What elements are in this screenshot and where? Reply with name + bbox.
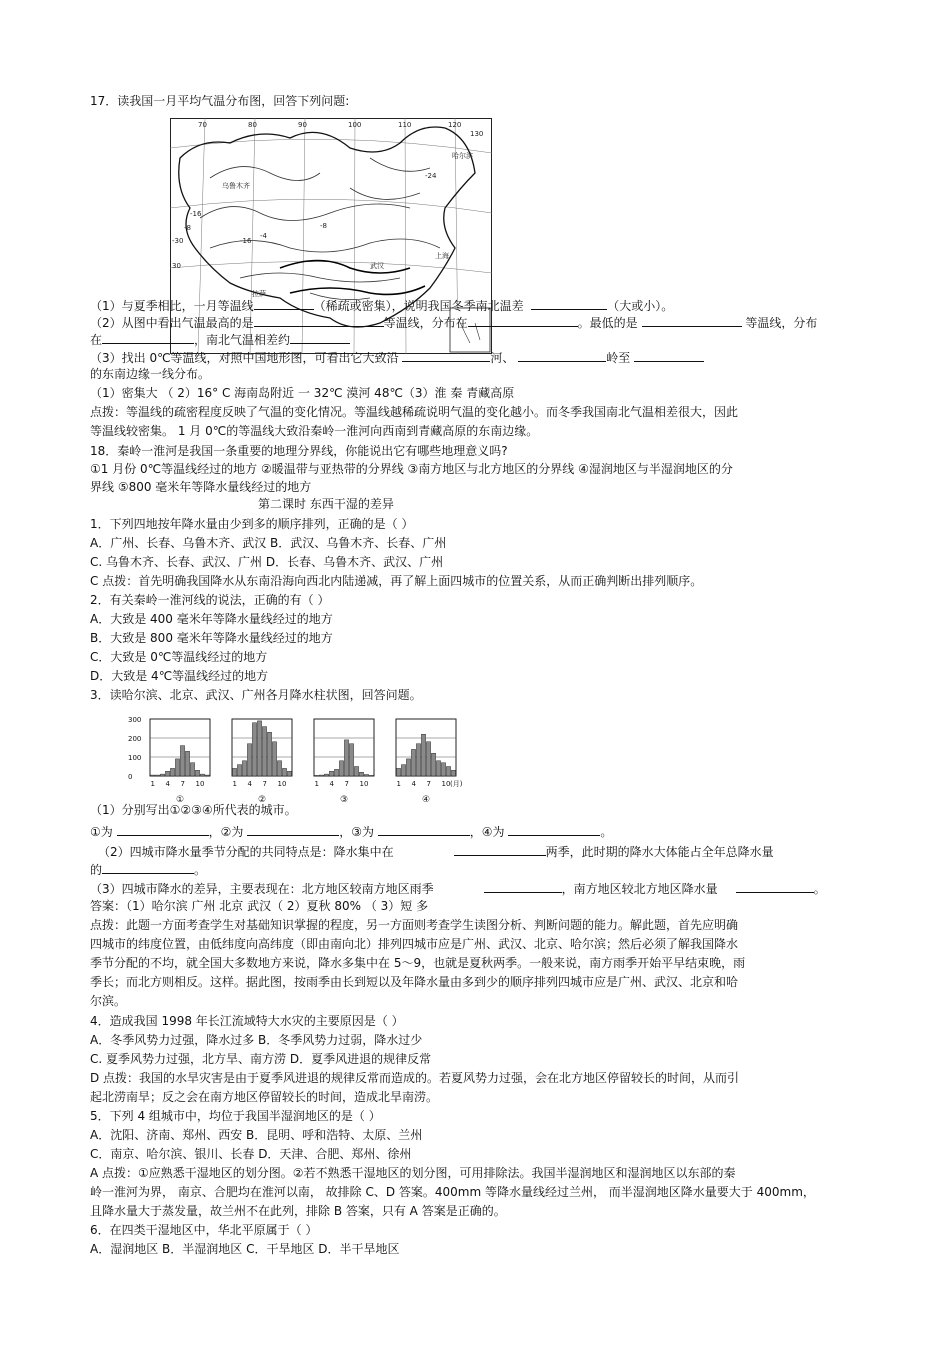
q18-answer-1: ①1 月份 0℃等温线经过的地方 ②暖温带与亚热带的分界线 ③南方地区与北方地区的分界线 ④湿润地区与半湿润地区的分	[90, 462, 733, 476]
q18-answer-2: 界线 ⑤800 毫米年等降水量线经过的地方	[90, 480, 312, 494]
blank-17-2b[interactable]	[468, 313, 578, 327]
p3-question: 3．读哈尔滨、北京、武汉、广州各月降水柱状图，回答问题。	[90, 688, 422, 702]
bar-panel4-month7	[426, 742, 430, 776]
bar-panel1-month9	[190, 763, 194, 776]
blank-p3-6[interactable]	[102, 860, 194, 874]
x-tick-label-1: 1	[396, 780, 401, 788]
bar-panel4-month6	[421, 734, 425, 776]
bar-panel3-month8	[349, 744, 353, 776]
bar-panel3-month3	[324, 774, 328, 776]
map-label-minus8-a: -8	[184, 224, 191, 232]
blank-p3-2[interactable]	[247, 822, 339, 836]
map-label-80: 80	[248, 121, 257, 129]
blank-17-2c[interactable]	[642, 313, 742, 327]
q17-tip-1: 点拨：等温线的疏密程度反映了气温的变化情况。等温线越稀疏说明气温的变化越小。而冬季我国南北气温相差很大，因此	[90, 405, 739, 419]
map-label-100: 100	[348, 121, 362, 129]
bar-panel3-month6	[339, 761, 343, 776]
map-label-wuhan: 武汉	[370, 262, 384, 270]
bar-panel3-month1	[314, 775, 318, 776]
bar-panel2-month5	[252, 723, 256, 776]
p2-option-b: B．大致是 800 毫米年等降水量线经过的地方	[90, 631, 333, 645]
p4-options-ab: A．冬季风势力过强，降水过多 B．冬季风势力过弱，降水过少	[90, 1033, 423, 1047]
p6-options: A．湿润地区 B．半湿润地区 C．干旱地区 D．半干旱地区	[90, 1242, 400, 1256]
blank-p3-4[interactable]	[508, 822, 600, 836]
x-tick-label-7: 7	[426, 780, 431, 788]
bar-panel4-month9	[436, 761, 440, 776]
blank-p3-1[interactable]	[117, 822, 209, 836]
p5-tip-3: 且降水量大于蒸发量，故兰州不在此列，排除 B 答案，只有 A 答案是正确的。	[90, 1204, 506, 1218]
bar-panel4-month3	[406, 759, 410, 776]
x-unit-label: (月)	[450, 780, 463, 788]
blank-p3-5[interactable]	[454, 842, 546, 856]
x-tick-label-7: 7	[344, 780, 349, 788]
bar-panel4-month5	[416, 744, 420, 776]
p3-tip-4: 季长；而北方则相反。这样。据此图，按雨季由长到短以及年降水量由多到少的顺序排列四城市应是广州、武汉、北京和哈	[90, 975, 739, 989]
q17-part2: （2）从图中看出气温最高的是 等温线，分布在 。最低的是 等温线，分布	[90, 313, 817, 332]
bar-panel2-month9	[272, 742, 276, 776]
x-tick-label-4: 4	[411, 780, 416, 788]
blank-17-1a[interactable]	[254, 296, 314, 310]
x-tick-label-4: 4	[165, 780, 170, 788]
bar-panel2-month7	[262, 727, 266, 776]
bar-panel3-month10	[359, 772, 363, 776]
bar-panel1-month10	[195, 770, 199, 776]
p5-question: 5．下列 4 组城市中，均位于我国半湿润地区的是（ ）	[90, 1109, 381, 1123]
bar-panel1-month3	[160, 774, 164, 776]
bar-panel3-month2	[319, 775, 323, 776]
p3-tip-1: 点拨：此题一方面考查学生对基础知识掌握的程度，另一方面则考查学生读图分析、判断问题的能力。解此题，首先应明确	[90, 918, 739, 932]
bar-panel3-month4	[329, 771, 333, 776]
bar-panel3-month5	[334, 769, 338, 776]
chart-panel-frame-1	[150, 719, 210, 776]
y-tick-label-200: 200	[128, 735, 142, 743]
p5-options-cd: C．南京、哈尔滨、银川、长春 D．天津、合肥、郑州、徐州	[90, 1147, 412, 1161]
chart-panel-frame-3	[314, 719, 374, 776]
map-label-shanghai: 上海	[435, 252, 449, 260]
blank-p3-7[interactable]	[484, 879, 562, 893]
p3-sub3: （3）四城市降水的差异，主要表现在：北方地区较南方地区雨季 ，南方地区较北方地区降水量 。	[90, 879, 826, 898]
p2-option-c: C．大致是 0℃等温线经过的地方	[90, 650, 268, 664]
bar-panel4-month11	[446, 767, 450, 777]
q17-answer: （1）密集大 （ 2）16° C 海南岛附近 一 32℃ 漠河 48℃（3）淮 秦 青藏高原	[90, 386, 515, 400]
map-label-urumqi: 乌鲁木齐	[222, 182, 250, 190]
p2-question: 2．有关秦岭一淮河线的说法，正确的有（ ）	[90, 593, 330, 607]
p6-question: 6．在四类干湿地区中，华北平原属于（ ）	[90, 1223, 318, 1237]
p5-tip-2: 岭一淮河为界， 南京、合肥均在淮河以南， 故排除 C、D 答案。400mm 等降水量线经过兰州， 而半湿润地区降水量要大于 400mm，	[90, 1185, 815, 1199]
map-label-minus4: -4	[260, 232, 267, 240]
x-tick-label-7: 7	[180, 780, 185, 788]
panel-label-2: ②	[258, 795, 267, 805]
p3-answer: 答案：（1）哈尔滨 广州 北京 武汉（ 2）夏秋 80% （ 3）短 多	[90, 899, 429, 913]
bar-panel2-month11	[282, 768, 286, 776]
bar-panel2-month3	[242, 761, 246, 776]
x-tick-label-1: 1	[232, 780, 237, 788]
map-label-110: 110	[398, 121, 412, 129]
bar-panel1-month1	[150, 775, 154, 776]
x-tick-label-1: 1	[150, 780, 155, 788]
y-tick-label-100: 100	[128, 754, 142, 762]
x-tick-label-10: 10	[359, 780, 369, 788]
blank-p3-3[interactable]	[378, 822, 470, 836]
bar-panel1-month11	[200, 774, 204, 776]
map-label-minus24: -24	[425, 172, 437, 180]
q17-part3-cont: 的东南边缘一线分布。	[90, 367, 211, 381]
p1-options-ab: A．广州、长春、乌鲁木齐、武汉 B．武汉、乌鲁木齐、长春、广州	[90, 536, 447, 550]
bar-panel2-month6	[257, 721, 261, 776]
bar-panel2-month1	[232, 768, 236, 776]
map-label-120: 120	[448, 121, 462, 129]
map-label-90: 90	[298, 121, 307, 129]
blank-17-3a[interactable]	[402, 348, 490, 362]
q17-title: 17．读我国一月平均气温分布图，回答下列问题:	[90, 94, 350, 108]
blank-17-3c[interactable]	[634, 348, 704, 362]
p3-tip-2: 四城市的纬度位置，由低纬度向高纬度（即由南向北）排列四城市应是广州、武汉、北京、哈尔滨；然后必须了解我国降水	[90, 937, 739, 951]
x-tick-label-4: 4	[329, 780, 334, 788]
q17-part1: （1）与夏季相比，一月等温线 （稀疏或密集），说明我国冬季南北温差 （大或小）。	[90, 296, 673, 315]
x-tick-label-7: 7	[262, 780, 267, 788]
bar-panel2-month12	[287, 771, 291, 776]
q17-part3: （3）找出 0℃等温线，对照中国地形图，可看出它大致沿 河、 岭至	[90, 348, 704, 367]
p3-sub1-blanks: ①为 ，②为 ，③为 ，④为 。	[90, 822, 612, 841]
y-tick-label-0: 0	[128, 773, 133, 781]
p1-question: 1．下列四地按年降水量由少到多的顺序排列，正确的是（ ）	[90, 517, 414, 531]
bar-panel2-month2	[237, 765, 241, 776]
bar-panel3-month7	[344, 740, 348, 776]
bar-panel1-month4	[165, 771, 169, 776]
p3-sub2: （2）四城市降水量季节分配的共同特点是：降水集中在 两季，此时期的降水大体能占全年总降水量	[98, 842, 774, 861]
bar-panel3-month12	[369, 775, 373, 776]
p2-option-d: D．大致是 4℃等温线经过的地方	[90, 669, 269, 683]
map-label-minus16-b: -16	[240, 237, 252, 245]
blank-17-2e[interactable]	[290, 330, 350, 344]
bar-panel3-month11	[364, 774, 368, 776]
x-tick-label-10: 10	[195, 780, 205, 788]
map-label-minus8-b: -8	[320, 222, 327, 230]
bar-panel4-month4	[411, 749, 415, 776]
bar-panel2-month8	[267, 732, 271, 776]
bar-panel2-month4	[247, 744, 251, 776]
bar-panel1-month7	[180, 746, 184, 776]
p5-tip-1: A 点拨：①应熟悉干湿地区的划分图。②若不熟悉干湿地区的划分图，可用排除法。我国半湿润地区和湿润地区以东部的秦	[90, 1166, 736, 1180]
map-label-30: 30	[172, 262, 181, 270]
map-label-70: 70	[198, 121, 207, 129]
p4-question: 4．造成我国 1998 年长江流域特大水灾的主要原因是（ ）	[90, 1014, 404, 1028]
bar-panel1-month6	[175, 759, 179, 776]
bar-panel4-month2	[401, 765, 405, 776]
p4-tip-1: D 点拨：我国的水旱灾害是由于夏季风进退的规律反常而造成的。若夏风势力过强，会在北方地区停留较长的时间，从而引	[90, 1071, 740, 1085]
bar-panel2-month10	[277, 761, 281, 776]
p3-sub2-cont: 的 。	[90, 860, 206, 879]
panel-label-4: ④	[422, 795, 431, 805]
p3-tip-3: 季节分配的不均，就全国大多数地方来说，降水多集中在 5～9，也就是夏秋两季。一般来说，南方雨季开始平早结束晚，雨	[90, 956, 746, 970]
blank-17-1b[interactable]	[531, 296, 607, 310]
x-tick-label-10: 10	[277, 780, 287, 788]
panel-label-1: ①	[176, 795, 185, 805]
blank-17-2d[interactable]	[102, 330, 194, 344]
map-label-harbin: 哈尔滨	[452, 152, 473, 160]
bar-panel1-month2	[155, 775, 159, 776]
p3-tip-5: 尔滨。	[90, 994, 127, 1008]
p4-tip-2: 起北涝南旱；反之会在南方地区停留较长的时间，造成北旱南涝。	[90, 1090, 439, 1104]
bar-panel1-month12	[205, 775, 209, 776]
x-tick-label-10: 10	[441, 780, 451, 788]
bar-panel3-month9	[354, 767, 358, 777]
p2-option-a: A．大致是 400 毫米年等降水量线经过的地方	[90, 612, 333, 626]
y-tick-label-300: 300	[128, 716, 142, 724]
p1-tip: C 点拨：首先明确我国降水从东南沿海向西北内陆递减，再了解上面四城市的位置关系，从而正确判断出排列顺序。	[90, 574, 703, 588]
section-title: 第二课时 东西干湿的差异	[258, 497, 394, 511]
map-label-minus30: -30	[172, 237, 184, 245]
bar-panel4-month12	[451, 770, 455, 776]
p3-sub1: （1）分别写出①②③④所代表的城市。	[90, 803, 297, 817]
bar-panel4-month1	[396, 768, 400, 776]
p1-options-cd: C. 乌鲁木齐、长春、武汉、广州 D．长春、乌鲁木齐、武汉、广州	[90, 555, 444, 569]
blank-17-2a[interactable]	[254, 313, 384, 327]
x-tick-label-1: 1	[314, 780, 319, 788]
map-label-130: 130	[470, 130, 484, 138]
precipitation-bar-charts	[128, 714, 488, 814]
map-label-lhasa: 拉萨	[252, 290, 266, 298]
bar-panel1-month8	[185, 751, 189, 776]
bar-panel4-month10	[441, 763, 445, 776]
bar-panel1-month5	[170, 768, 174, 776]
q17-part2-cont: 在 ，南北气温相差约	[90, 330, 350, 349]
blank-p3-8[interactable]	[736, 879, 814, 893]
blank-17-3b[interactable]	[518, 348, 606, 362]
panel-label-3: ③	[340, 795, 349, 805]
bar-panel4-month8	[431, 753, 435, 776]
q17-tip-2: 等温线较密集。 1 月 0℃的等温线大致沿秦岭一淮河向西南到青藏高原的东南边缘。	[90, 424, 539, 438]
x-tick-label-4: 4	[247, 780, 252, 788]
q18-question: 18．秦岭一淮河是我国一条重要的地理分界线，你能说出它有哪些地理意义吗?	[90, 444, 508, 458]
map-label-minus16-a: -16	[190, 210, 202, 218]
p4-options-cd: C. 夏季风势力过强，北方旱、南方涝 D．夏季风进退的规律反常	[90, 1052, 432, 1066]
p5-options-ab: A．沈阳、济南、郑州、西安 B．昆明、呼和浩特、太原、兰州	[90, 1128, 423, 1142]
